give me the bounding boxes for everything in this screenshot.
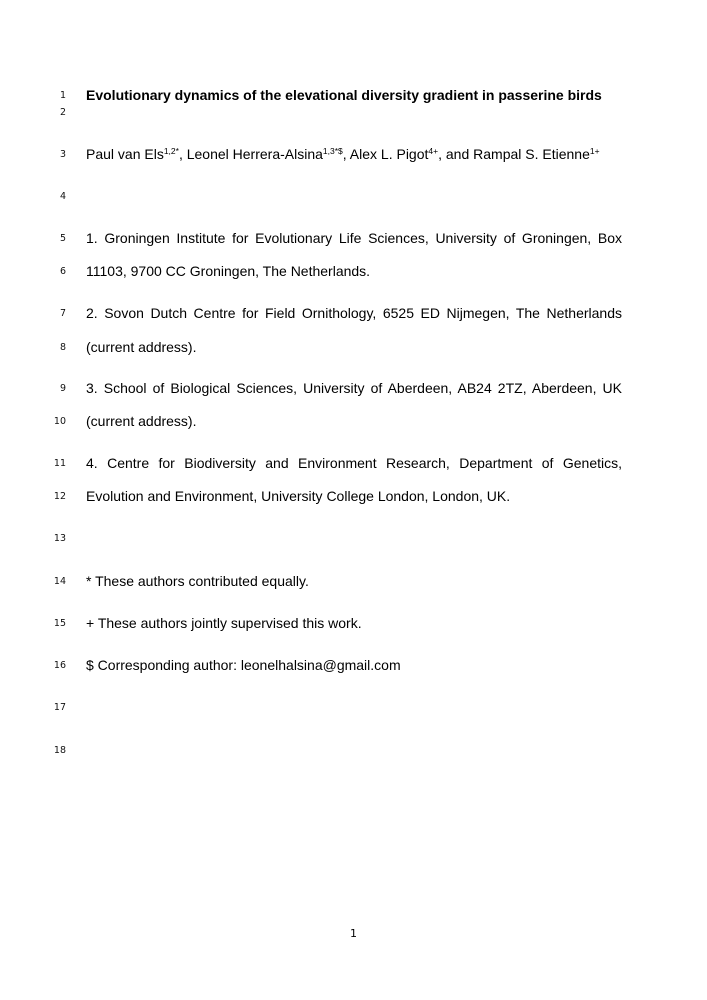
line-number: 15: [53, 618, 66, 629]
author-affiliation-marks: 1+: [589, 146, 600, 156]
manuscript-line-15: [0, 614, 707, 634]
line-number: 10: [53, 416, 66, 427]
line-number: 16: [53, 660, 66, 671]
author-affiliation-marks: 1,3*$: [322, 146, 343, 156]
author-separator: ,: [178, 146, 187, 162]
author-name: Rampal S. Etienne: [473, 146, 590, 162]
affiliation-1-line-1: 1. Groningen Institute for Evolutionary Life Sciences, University of Groningen, Box: [86, 230, 622, 246]
line-number: 14: [53, 576, 66, 587]
equal-contribution-note: * These authors contributed equally.: [86, 573, 309, 589]
manuscript-line-11: [0, 454, 707, 474]
author-affiliation-marks: 1,2*: [163, 146, 179, 156]
manuscript-line-7: [0, 304, 707, 324]
line-number: 3: [59, 149, 66, 160]
paper-title: Evolutionary dynamics of the elevational diversity gradient in passerine birds: [86, 87, 602, 103]
line-number: 8: [59, 342, 66, 353]
line-number: 11: [53, 458, 66, 469]
author-affiliation-marks: 4+: [428, 146, 439, 156]
manuscript-line-16: [0, 656, 707, 676]
manuscript-line-5: [0, 229, 707, 249]
line-number: 7: [59, 308, 66, 319]
line-number: 13: [53, 533, 66, 544]
author-name: Paul van Els: [86, 146, 164, 162]
page-number: 1: [350, 927, 357, 940]
line-number: 2: [59, 107, 66, 118]
manuscript-line-12: [0, 487, 707, 507]
joint-supervision-note: + These authors jointly supervised this work.: [86, 615, 362, 631]
manuscript-line-14: [0, 572, 707, 592]
line-number: 1: [59, 90, 66, 101]
line-number: 9: [59, 383, 66, 394]
line-number: 6: [59, 266, 66, 277]
manuscript-line-10: [0, 412, 707, 432]
manuscript-line-4: [0, 187, 707, 207]
line-number: 5: [59, 233, 66, 244]
manuscript-line-8: [0, 338, 707, 358]
author-name: Alex L. Pigot: [349, 146, 429, 162]
manuscript-line-9: [0, 379, 707, 399]
affiliation-4-line-1: 4. Centre for Biodiversity and Environment Research, Department of Genetics,: [86, 455, 622, 471]
affiliation-2-line-2: (current address).: [86, 339, 197, 355]
author-list: [86, 145, 622, 163]
manuscript-line-13: [0, 529, 707, 549]
manuscript-line-2: [0, 103, 707, 123]
affiliation-3-line-2: (current address).: [86, 413, 197, 429]
author-separator: , and: [438, 146, 474, 162]
author-separator: ,: [342, 146, 350, 162]
manuscript-line-17: [0, 698, 707, 718]
affiliation-1-line-2: 11103, 9700 CC Groningen, The Netherlands.: [86, 263, 371, 279]
author-name: Leonel Herrera-Alsina: [186, 146, 323, 162]
corresponding-author-note: $ Corresponding author: leonelhalsina@gmail.com: [86, 657, 401, 673]
line-number: 17: [53, 702, 66, 713]
affiliation-2-line-1: 2. Sovon Dutch Centre for Field Ornithology, 6525 ED Nijmegen, The Netherlands: [86, 305, 622, 321]
manuscript-line-3: [0, 145, 707, 165]
manuscript-line-6: [0, 262, 707, 282]
affiliation-3-line-1: 3. School of Biological Sciences, University of Aberdeen, AB24 2TZ, Aberdeen, UK: [86, 380, 622, 396]
affiliation-4-line-2: Evolution and Environment, University College London, London, UK.: [86, 488, 511, 504]
line-number: 12: [53, 491, 66, 502]
manuscript-line-18: [0, 741, 707, 761]
line-number: 18: [53, 745, 66, 756]
line-number: 4: [59, 191, 66, 202]
